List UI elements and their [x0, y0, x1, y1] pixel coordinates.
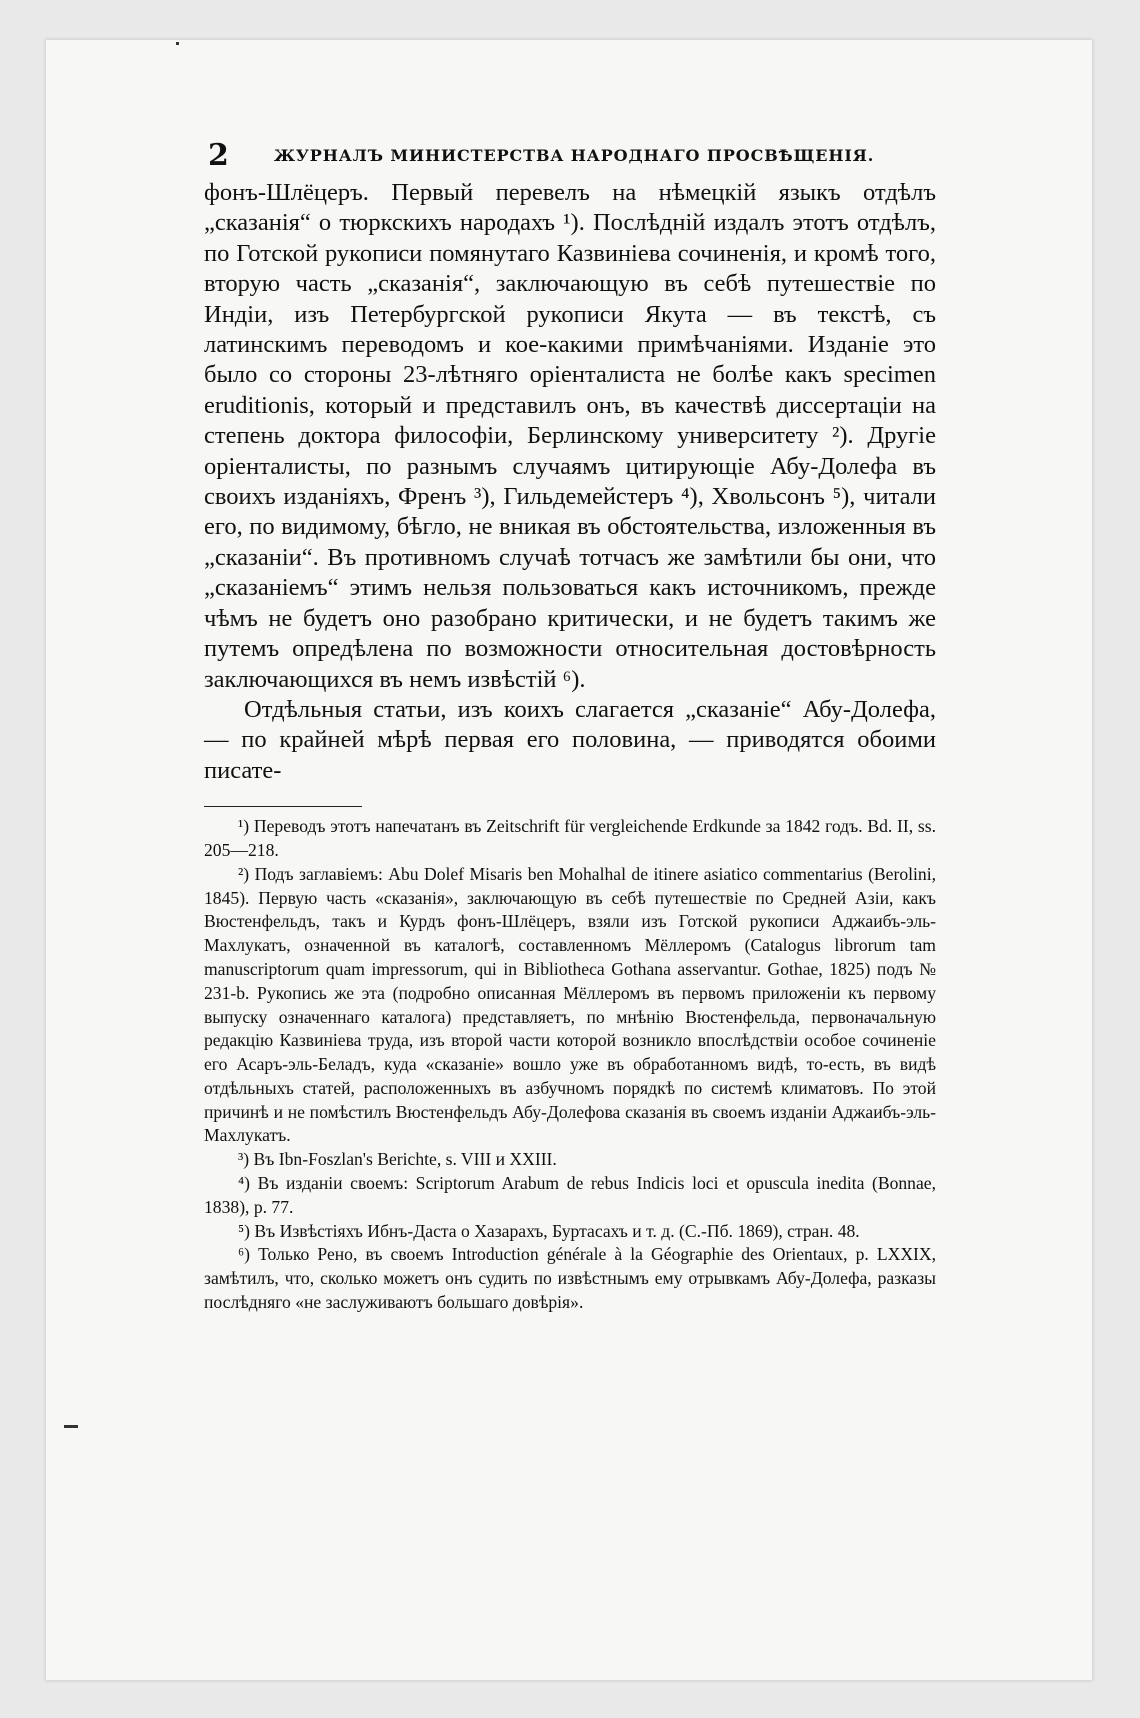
footnote: ⁴) Въ изданіи своемъ: Scriptorum Arabum de rebus Indicis loci et opuscula inedita (Bonnae, 1838), p. 77. — [204, 1173, 936, 1217]
footnote-separator — [204, 806, 362, 807]
body-paragraph: фонъ-Шлёцеръ. Первый перевелъ на нѣмецкій языкъ отдѣлъ „сказанія“ о тюркскихъ народахъ ¹). Послѣдній издалъ этотъ отдѣлъ, по Готской рукописи помянутаго Казвиніева сочиненія, и кромѣ того, вторую часть „сказанія“, заключающую въ себѣ путешествіе по Индіи, изъ Петербургской рукописи Якута — въ текстѣ, съ латинскимъ переводомъ и кое-какими примѣчаніями. Изданіе это было со стороны 23-лѣтняго оріенталиста не болѣе какъ specimen eruditionis, который и представилъ онъ, въ качествѣ диссертаціи на степень доктора философіи, Берлинскому университету ²). Другіе оріенталисты, по разнымъ случаямъ цитирующіе Абу-Долефа въ своихъ изданіяхъ, Френъ ³), Гильдемейстеръ ⁴), Хвольсонъ ⁵), читали его, по видимому, бѣгло, не вникая въ обстоятельства, изложенныя въ „сказаніи“. Въ противномъ случаѣ тотчасъ же замѣтили бы они, что „сказаніемъ“ этимъ нельзя пользоваться какъ источникомъ, прежде чѣмъ не будетъ оно разобрано критически, и не будетъ такимъ же путемъ опредѣлена по возможности относительная достовѣрность заключающихся въ немъ извѣстій ⁶). — [204, 179, 936, 693]
footnotes — [204, 815, 936, 1315]
journal-title: ЖУРНАЛЪ МИНИСТЕРСТВА НАРОДНАГО ПРОСВѢЩЕНІЯ. — [274, 146, 875, 165]
scan-speck — [64, 1425, 78, 1428]
footnote: ³) Въ Ibn-Foszlan's Berichte, s. VIII и XXIII. — [238, 1149, 557, 1170]
page-number: 2 — [208, 138, 229, 173]
scanned-page — [46, 40, 1092, 1680]
footnote: ⁶) Только Рено, въ своемъ Introduction générale à la Géographie des Orientaux, p. LXXIX, замѣтилъ, что, сколько можетъ онъ судить по извѣстнымъ ему отрывкамъ Абу-Долефа, разказы послѣдняго «не заслуживаютъ большаго довѣрія». — [204, 1244, 936, 1313]
footnote: ²) Подъ заглавіемъ: Abu Dolef Misaris ben Mohalhal de itinere asiatico commentarius (Berolini, 1845). Первую часть «сказанія», заключающую въ себѣ путешествіе по Средней Азіи, какъ Вюстенфельдъ, такъ и Курдъ фонъ-Шлёцеръ, взяли изъ Готской рукописи Аджаибъ-эль-Махлукатъ, означенной въ каталогѣ, составленномъ Мёллеромъ (Catalogus librorum tam manuscriptorum quam impressorum, qui in Bibliotheca Gothana asservantur. Gothae, 1825) подъ № 231-b. Рукопись же эта (подробно описанная Мёллеромъ въ первомъ приложеніи къ первому выпуску означеннаго каталога) представляетъ, по мнѣнію Вюстенфельда, первоначальную редакцію Казвиніева труда, изъ второй части которой возникло впослѣдствіи особое сочиненіе его Асаръ-эль-Беладъ, куда «сказаніе» вошло уже въ обработанномъ видѣ, то-есть, въ видѣ отдѣльныхъ статей, расположенныхъ въ азбучномъ порядкѣ по системѣ климатовъ. По этой причинѣ и не помѣстилъ Вюстенфельдъ Абу-Долефова сказанія въ своемъ изданіи Аджаибъ-эль-Махлукатъ. — [204, 863, 936, 1146]
running-head — [204, 138, 936, 178]
main-text — [204, 178, 936, 786]
footnote: ⁵) Въ Извѣстіяхъ Ибнъ-Даста о Хазарахъ, Буртасахъ и т. д. (С.-Пб. 1869), стран. 48. — [238, 1220, 860, 1241]
body-paragraph: Отдѣльныя статьи, изъ коихъ слагается „сказаніе“ Абу-Долефа, — по крайней мѣрѣ первая его половина, — приводятся обоими писате- — [204, 695, 936, 784]
footnote: ¹) Переводъ этотъ напечатанъ въ Zeitschrift für vergleichende Erdkunde за 1842 годъ. Bd. II, ss. 205—218. — [204, 816, 936, 860]
scan-speck — [176, 42, 179, 45]
text-block — [204, 138, 936, 1315]
